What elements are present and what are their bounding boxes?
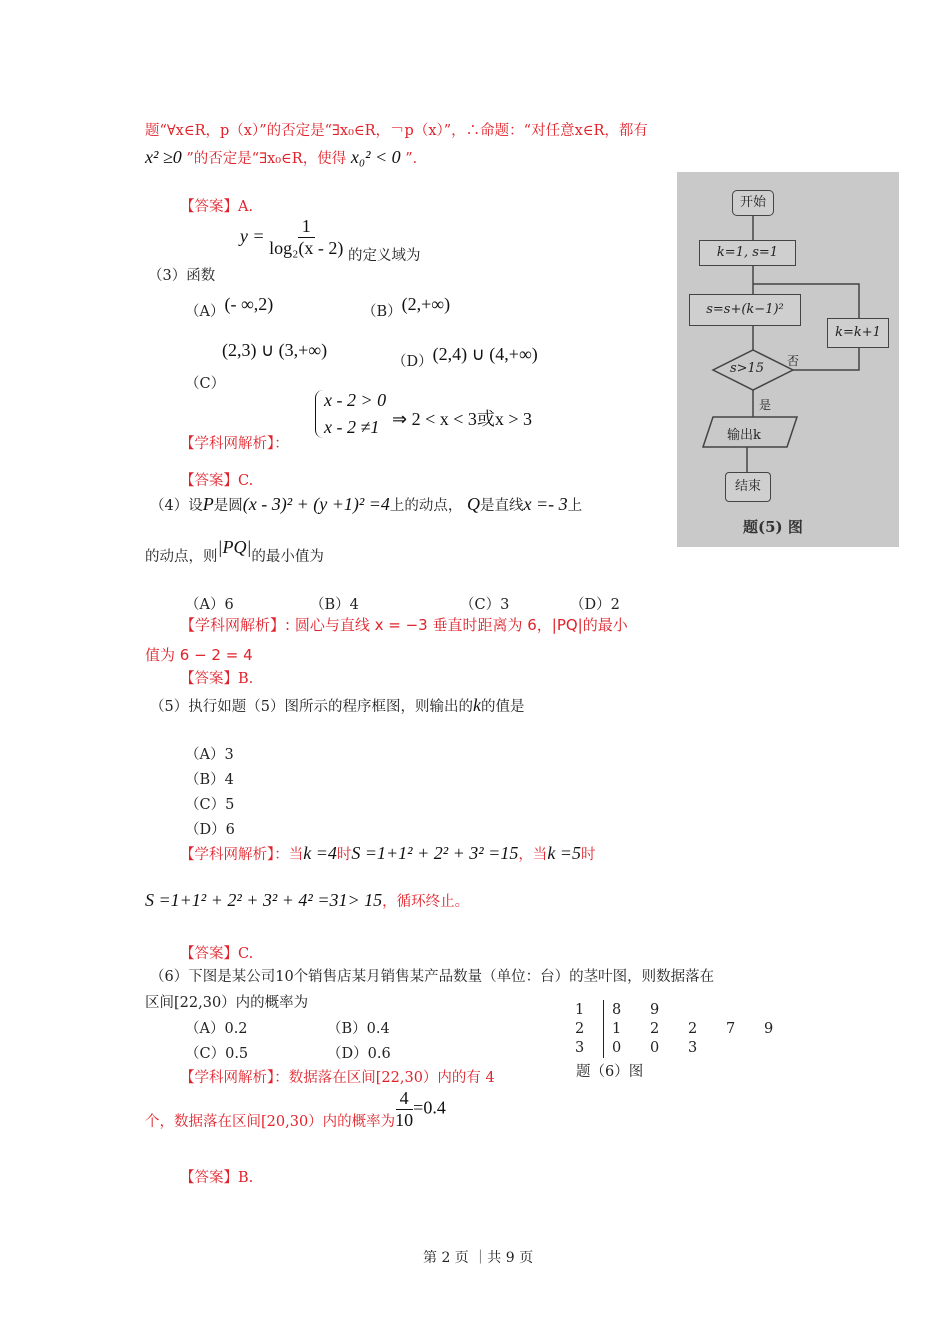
- q-number: （3）函数: [148, 267, 216, 284]
- option-d: （D）6: [185, 822, 235, 838]
- fraction: [395, 1088, 413, 1131]
- text: 时: [580, 847, 596, 863]
- math: x =- 3: [523, 494, 568, 514]
- text: 个，数据落在区间[20,30）内的概率为: [145, 1113, 396, 1130]
- option-c: （C）0.5: [185, 1046, 249, 1062]
- text: 时: [336, 847, 352, 863]
- text: （4）设: [150, 498, 203, 514]
- text: 的定义域为: [347, 247, 421, 264]
- analysis-cont: 值为 6 − 2 = 4: [145, 646, 253, 664]
- option-a: （A）6: [185, 597, 234, 613]
- analysis: 【学科网解析】: 圆心与直线 x = −3 垂直时距离为 6，|PQ|的最小: [180, 616, 628, 634]
- text: 上: [567, 498, 583, 514]
- label: （B）: [362, 304, 402, 320]
- option-b: [362, 294, 451, 321]
- analysis-label: 【学科网解析】：: [180, 436, 289, 452]
- inequality: x - 2 ≠1: [324, 417, 380, 437]
- prev-solution-line2: [145, 147, 427, 168]
- analysis: [180, 843, 595, 864]
- math: |PQ|: [217, 537, 252, 557]
- math: k =4: [303, 843, 337, 863]
- math: P: [202, 494, 214, 514]
- math: x² ≥0: [145, 147, 182, 167]
- text: 是直线: [480, 498, 524, 514]
- option-a: （A）0.2: [185, 1021, 248, 1037]
- flow-output: 输出k: [727, 428, 761, 443]
- math: S =1+1² + 2² + 3² =15: [351, 843, 519, 863]
- question-6-cont: 区间[22,30）内的概率为: [145, 995, 309, 1011]
- text: 是圆: [213, 498, 243, 514]
- leaf-value: 0: [650, 1040, 660, 1056]
- equation-system: [315, 390, 386, 438]
- leaf-value: 9: [764, 1021, 774, 1037]
- stem-leaf-caption: 题（6）图: [576, 1064, 644, 1080]
- label: 【学科网解析】：当: [180, 847, 304, 863]
- option-b: （B）4: [185, 772, 234, 788]
- leaf-value: 8: [612, 1002, 622, 1018]
- analysis-cont: [145, 890, 469, 911]
- flow-yes-label: 是: [759, 398, 772, 412]
- question-4: [150, 494, 582, 515]
- option-b: （B）0.4: [327, 1021, 390, 1037]
- option-c: （C）3: [460, 597, 510, 613]
- math: Q: [467, 494, 481, 514]
- leaf-value: 0: [612, 1040, 622, 1056]
- flow-init: k=1, s=1: [699, 240, 796, 266]
- text: ”的否定是“∃x₀∈R，使得: [186, 151, 347, 167]
- option-c-label: （C）: [185, 376, 226, 392]
- option-a: [185, 294, 274, 321]
- system-result: ⇒ 2 < x < 3或x > 3: [392, 409, 533, 429]
- question-6: （6）下图是某公司10个销售店某月销售某产品数量（单位：台）的茎叶图，则数据落在: [150, 969, 715, 985]
- math: =0.4: [413, 1097, 446, 1118]
- option-d: [392, 344, 538, 371]
- text: 的值是: [480, 699, 525, 715]
- text: 的最小值为: [251, 549, 324, 565]
- option-c-value: (2,3) ∪ (3,+∞): [222, 340, 328, 360]
- flow-condition: s>15: [729, 361, 765, 376]
- stem-leaf-divider: [603, 1000, 604, 1058]
- leaf-value: 7: [726, 1021, 736, 1037]
- math: (- ∞,2): [224, 294, 274, 314]
- text: ，循环终止。: [382, 894, 470, 910]
- denominator: 10: [395, 1110, 414, 1130]
- math: S =1+1² + 2² + 3² + 4² =31> 15: [145, 890, 383, 910]
- option-d: （D）2: [570, 597, 620, 613]
- math: k =5: [547, 843, 581, 863]
- math: y =: [239, 225, 265, 246]
- text: （5）执行如题（5）图所示的程序框图，则输出的: [150, 699, 473, 715]
- analysis: 【学科网解析】：数据落在区间[22,30）内的有 4: [180, 1070, 495, 1086]
- flowchart-figure: [677, 172, 899, 547]
- label: （A）: [185, 304, 225, 320]
- flow-increment: k=k+1: [827, 318, 889, 348]
- option-a: （A）3: [185, 747, 234, 763]
- answer: 【答案】B.: [180, 1170, 254, 1186]
- math: (2,4) ∪ (4,+∞): [432, 344, 538, 364]
- numerator: 4: [396, 1088, 413, 1110]
- answer: 【答案】C.: [180, 473, 254, 489]
- stem-value: 2: [575, 1021, 585, 1037]
- math: (x - 3)² + (y +1)² =4: [242, 494, 390, 514]
- flow-update: s=s+(k−1)²: [689, 294, 801, 326]
- text: 上的动点，: [389, 498, 463, 514]
- text: 的动点，则: [145, 549, 218, 565]
- page-footer: 第 2 页 ｜共 9 页: [423, 1250, 534, 1266]
- math: (2,+∞): [401, 294, 451, 314]
- math: k: [472, 695, 481, 715]
- leaf-value: 3: [688, 1040, 698, 1056]
- text: ，当: [518, 847, 548, 863]
- math: x₀² < 0: [350, 147, 401, 167]
- leaf-value: 2: [650, 1021, 660, 1037]
- question-5: [150, 695, 524, 716]
- prev-solution-line: 题“∀x∈R，p（x）”的否定是“∃x₀∈R，￢p（x）”，∴命题：“对任意x∈R，都有: [145, 123, 648, 139]
- leaf-value: 2: [688, 1021, 698, 1037]
- leaf-value: 1: [612, 1021, 622, 1037]
- answer: 【答案】A.: [180, 199, 254, 215]
- stem-value: 3: [575, 1040, 585, 1056]
- question-3: [148, 216, 421, 284]
- numerator: 1: [298, 216, 315, 238]
- label: （D）: [392, 354, 433, 370]
- flow-end: 结束: [725, 472, 771, 502]
- inequality: x - 2 > 0: [324, 390, 387, 410]
- flow-caption: 题(5) 图: [743, 518, 803, 536]
- option-d: （D）0.6: [327, 1046, 391, 1062]
- denominator: log₂(x - 2): [269, 238, 344, 258]
- text: ”．: [405, 151, 428, 167]
- option-b: （B）4: [310, 597, 359, 613]
- fraction: [269, 216, 343, 259]
- flow-start: 开始: [732, 190, 774, 216]
- option-c: （C）5: [185, 797, 235, 813]
- flow-no-label: 否: [787, 354, 800, 368]
- answer: 【答案】B.: [180, 671, 254, 687]
- question-4-cont: [145, 537, 324, 566]
- answer: 【答案】C.: [180, 946, 254, 962]
- stem-value: 1: [575, 1002, 585, 1018]
- analysis-cont: [145, 1088, 446, 1131]
- leaf-value: 9: [650, 1002, 660, 1018]
